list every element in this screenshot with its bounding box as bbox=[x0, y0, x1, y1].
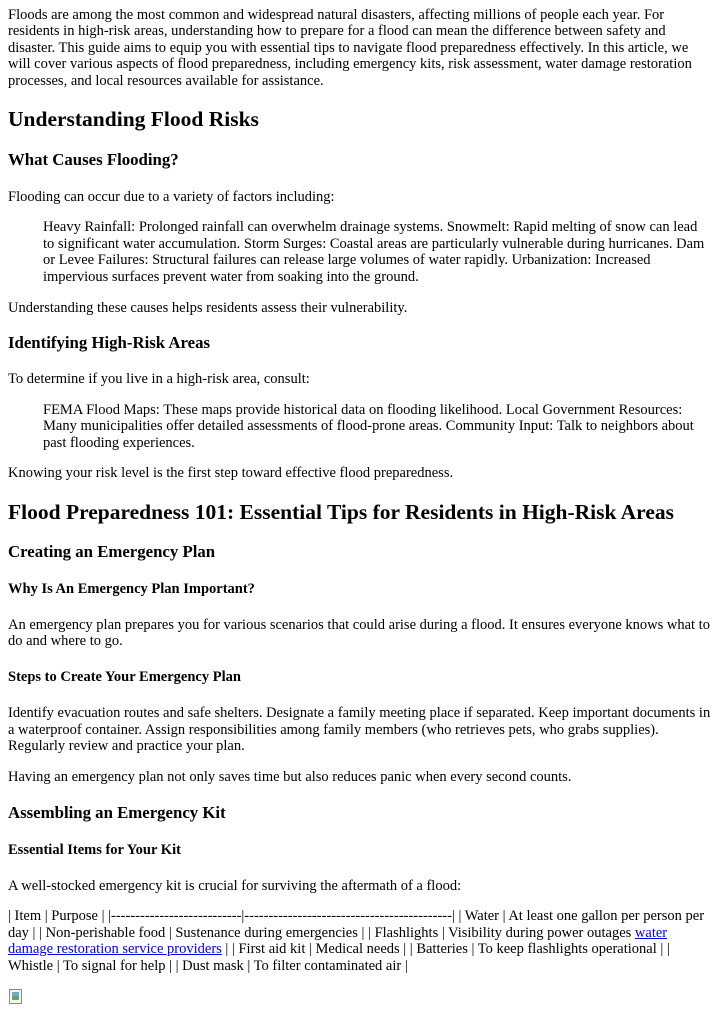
broken-image-icon bbox=[8, 988, 22, 1004]
kit-table-before: | Item | Purpose | |---------------------------|-------------------------------------------| | Water | At least one gallon per person per day | | Non-perishable food | Sustenance during emergencies | | Flashlights | Visibility during power outages bbox=[8, 908, 705, 941]
heading-why-emergency-plan: Why Is An Emergency Plan Important? bbox=[8, 580, 255, 597]
risk-lead-paragraph: To determine if you live in a high-risk area, consult: bbox=[8, 371, 310, 388]
causes-blockquote: Heavy Rainfall: Prolonged rainfall can overwhelm drainage systems. Snowmelt: Rapid melting of snow can lead to significant water accumulation. Storm Surges: Coastal areas are particularly vulnerable during hurricanes. Dam or Levee Failures: Structural failures can release large volumes of water rapidly. Urbanization: Increased impervious surfaces prevent water from soaking into the ground. bbox=[43, 219, 705, 285]
intro-paragraph: Floods are among the most common and widespread natural disasters, affecting millions of people each year. For residents in high-risk areas, understanding how to prepare for a flood can mean the difference between safety and disaster. This guide aims to equip you with essential tips to navigate flood preparedness effectively. In this article, we will cover various aspects of flood preparedness, including emergency kits, risk assessment, water damage restoration processes, and local resources available for assistance. bbox=[8, 7, 692, 89]
kit-table-after: | | First aid kit | Medical needs | | Batteries | To keep flashlights operational | | Whistle | To signal for help | | Dust mask | To filter contaminated air | bbox=[8, 941, 670, 974]
heading-flood-preparedness-101: Flood Preparedness 101: Essential Tips for Residents in High-Risk Areas bbox=[8, 499, 674, 524]
broken-image bbox=[8, 988, 712, 1008]
heading-steps-emergency-plan: Steps to Create Your Emergency Plan bbox=[8, 669, 241, 686]
steps-paragraph: Identify evacuation routes and safe shelters. Designate a family meeting place if separated. Keep important documents in a waterproof container. Assign responsibilities among family members (who retrieves pets, who grabs supplies). Regularly review and practice your plan. bbox=[8, 705, 711, 755]
why-plan-paragraph: An emergency plan prepares you for various scenarios that could arise during a flood. It ensures everyone knows what to do and where to go. bbox=[8, 616, 710, 649]
heading-identifying-high-risk-areas: Identifying High-Risk Areas bbox=[8, 333, 211, 353]
heading-what-causes-flooding: What Causes Flooding? bbox=[8, 150, 179, 170]
heading-creating-emergency-plan: Creating an Emergency Plan bbox=[8, 541, 216, 561]
causes-outro-paragraph: Understanding these causes helps residents assess their vulnerability. bbox=[8, 300, 408, 317]
kit-table-text bbox=[8, 908, 712, 974]
water-damage-restoration-link[interactable]: water damage restoration service providers bbox=[8, 924, 668, 958]
heading-essential-items: Essential Items for Your Kit bbox=[8, 841, 181, 858]
plan-outro-paragraph: Having an emergency plan not only saves time but also reduces panic when every second counts. bbox=[8, 768, 572, 785]
risk-outro-paragraph: Knowing your risk level is the first step toward effective flood preparedness. bbox=[8, 465, 454, 482]
heading-understanding-flood-risks: Understanding Flood Risks bbox=[8, 107, 259, 132]
kit-lead-paragraph: A well-stocked emergency kit is crucial for surviving the aftermath of a flood: bbox=[8, 877, 462, 894]
heading-assembling-emergency-kit: Assembling an Emergency Kit bbox=[8, 802, 226, 822]
risk-blockquote: FEMA Flood Maps: These maps provide historical data on flooding likelihood. Local Government Resources: Many municipalities offer detailed assessments of flood-prone areas. Community Input: Talk to neighbors about past flooding experiences. bbox=[43, 401, 694, 451]
causes-lead-paragraph: Flooding can occur due to a variety of factors including: bbox=[8, 189, 335, 206]
